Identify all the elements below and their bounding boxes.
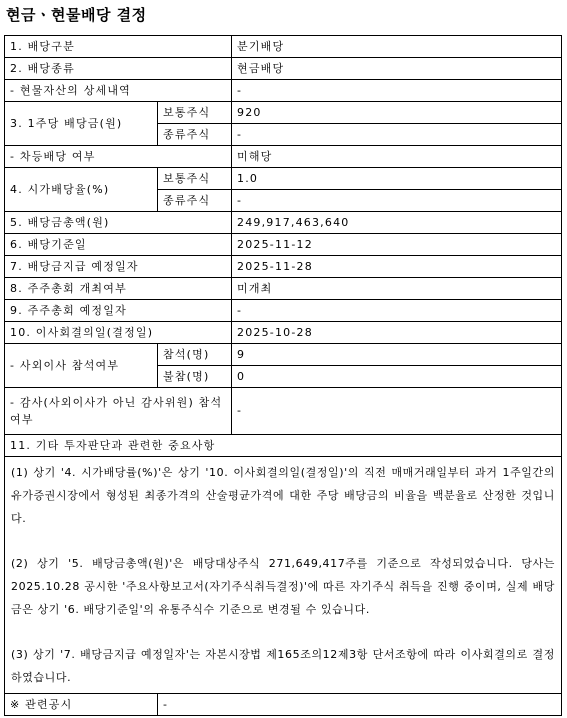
note-paragraph: (1) 상기 '4. 시가배당률(%)'은 상기 '10. 이사회결의일(결정일)'의 직전 매매거래일부터 과거 1주일간의 유가증권시장에서 형성된 최종가격의 산술평균가격에 대한 주당 배당금의 비율을 백분율로 산정한 것입니다.	[11, 466, 555, 525]
table-row	[5, 146, 562, 168]
table-row	[5, 388, 562, 435]
row-label: 8. 주주총회 개최여부	[5, 278, 232, 300]
row-label: 2. 배당종류	[5, 58, 232, 80]
row-value: 2025-10-28	[232, 322, 562, 344]
table-row	[5, 168, 562, 190]
row-value: -	[232, 190, 562, 212]
row-value: 현금배당	[232, 58, 562, 80]
row-label: 3. 1주당 배당금(원)	[5, 102, 158, 146]
table-row	[5, 278, 562, 300]
sub-label: 종류주식	[158, 190, 232, 212]
row-label: - 차등배당 여부	[5, 146, 232, 168]
row-value: 920	[232, 102, 562, 124]
sub-label: 불참(명)	[158, 366, 232, 388]
table-row	[5, 234, 562, 256]
row-value: 2025-11-12	[232, 234, 562, 256]
row-label: 7. 배당금지급 예정일자	[5, 256, 232, 278]
row-value: 9	[232, 344, 562, 366]
row-value: -	[232, 80, 562, 102]
row-value: 2025-11-28	[232, 256, 562, 278]
row-label: - 사외이사 참석여부	[5, 344, 158, 388]
row-label: 5. 배당금총액(원)	[5, 212, 232, 234]
table-row	[5, 102, 562, 124]
row-value: 미해당	[232, 146, 562, 168]
row-value: 1.0	[232, 168, 562, 190]
table-row	[5, 694, 562, 716]
row-label: 1. 배당구분	[5, 36, 232, 58]
dividend-table	[4, 35, 562, 716]
row-label: 10. 이사회결의일(결정일)	[5, 322, 232, 344]
row-value: -	[232, 124, 562, 146]
table-row	[5, 435, 562, 457]
row-label: ※ 관련공시	[5, 694, 158, 716]
row-label: 11. 기타 투자판단과 관련한 중요사항	[5, 435, 562, 457]
row-label: 6. 배당기준일	[5, 234, 232, 256]
row-value: 249,917,463,640	[232, 212, 562, 234]
notes-cell	[5, 457, 562, 694]
table-row	[5, 256, 562, 278]
row-label: 9. 주주총회 예정일자	[5, 300, 232, 322]
table-row	[5, 58, 562, 80]
row-value: -	[232, 388, 562, 435]
sub-label: 보통주식	[158, 102, 232, 124]
table-row	[5, 344, 562, 366]
table-row	[5, 36, 562, 58]
sub-label: 종류주식	[158, 124, 232, 146]
table-row	[5, 80, 562, 102]
note-paragraph: (3) 상기 '7. 배당금지급 예정일자'는 자본시장법 제165조의12제3항 단서조항에 따라 이사회결의로 결정하였습니다.	[11, 648, 555, 684]
row-label: - 감사(사외이사가 아닌 감사위원) 참석여부	[5, 388, 232, 435]
table-row	[5, 212, 562, 234]
row-value: -	[158, 694, 562, 716]
sub-label: 참석(명)	[158, 344, 232, 366]
row-value: -	[232, 300, 562, 322]
row-label: 4. 시가배당율(%)	[5, 168, 158, 212]
row-value: 미개최	[232, 278, 562, 300]
table-row	[5, 300, 562, 322]
sub-label: 보통주식	[158, 168, 232, 190]
row-value: 0	[232, 366, 562, 388]
row-label: - 현물자산의 상세내역	[5, 80, 232, 102]
note-paragraph: (2) 상기 '5. 배당금총액(원)'은 배당대상주식 271,649,417주를 기준으로 작성되었습니다. 당사는 2025.10.28 공시한 '주요사항보고서(자기주식취득결정)'에 따른 자기주식 취득을 진행 중이며, 실제 배당금은 상기 '6. 배당기준일'의 유통주식수 기준으로 변경될 수 있습니다.	[11, 557, 555, 616]
row-value: 분기배당	[232, 36, 562, 58]
notes-row	[5, 457, 562, 694]
page-title: 현금ㆍ현물배당 결정	[6, 6, 147, 24]
table-row	[5, 322, 562, 344]
